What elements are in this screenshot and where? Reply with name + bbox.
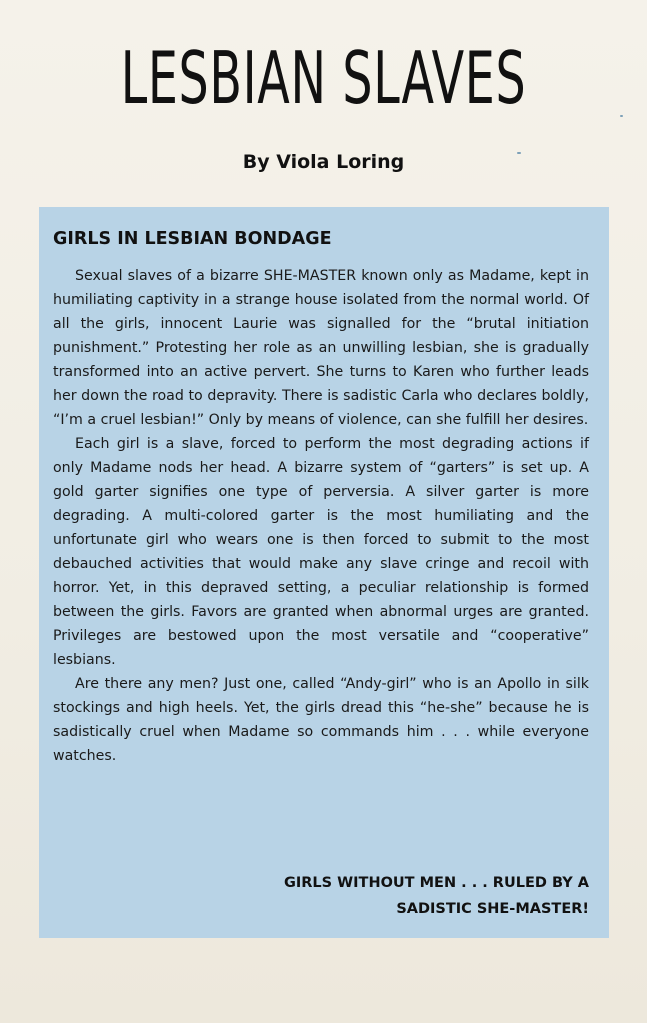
- blurb-paragraph: Each girl is a slave, forced to perform the most degrading actions if only Madame nods her head. A bizarre system of “garters” is set up. A gold garter signifies one type of perversia. A silver garter is more degrading. A multi-colored garter is the most humiliating and the unfortunate girl who wears one is then forced to submit to the most debauched activities that would make any slave cringe and recoil with horror. Yet, in this depraved setting, a peculiar relationship is formed between the girls. Favors are granted when abnormal urges are granted. Privileges are bestowed upon the most versatile and “cooperative” lesbians.: [53, 436, 589, 668]
- blurb-paragraph: Sexual slaves of a bizarre SHE-MASTER known only as Madame, kept in humiliating captivity in a strange house isolated from the normal world. Of all the girls, innocent Laurie was signalled for the “brutal initiation punishment.” Protesting her role as an unwilling lesbian, she is gradually transformed into an active pervert. She turns to Karen who further leads her down the road to depravity. There is sadistic Carla who declares boldly, “I’m a cruel lesbian!” Only by means of violence, can she fulfill her desires.: [53, 268, 589, 428]
- author-byline: By Viola Loring: [242, 151, 405, 173]
- blurb-body: [53, 264, 589, 768]
- blurb-paragraph: Are there any men? Just one, called “Andy-girl” who is an Apollo in silk stockings and high heels. Yet, the girls dread this “he-she” because he is sadistically cruel when Madame so commands him . . . while everyone watches.: [53, 676, 589, 764]
- blurb-tagline: [169, 870, 589, 922]
- blurb-panel: [39, 207, 609, 938]
- book-title: LESBIAN SLAVES: [120, 36, 527, 120]
- blurb-heading: GIRLS IN LESBIAN BONDAGE: [53, 229, 332, 249]
- paper-speck: [620, 115, 623, 117]
- tagline-line: GIRLS WITHOUT MEN . . . RULED BY A: [283, 875, 589, 891]
- tagline-line: SADISTIC SHE-MASTER!: [396, 901, 589, 917]
- paper-speck: [517, 152, 521, 154]
